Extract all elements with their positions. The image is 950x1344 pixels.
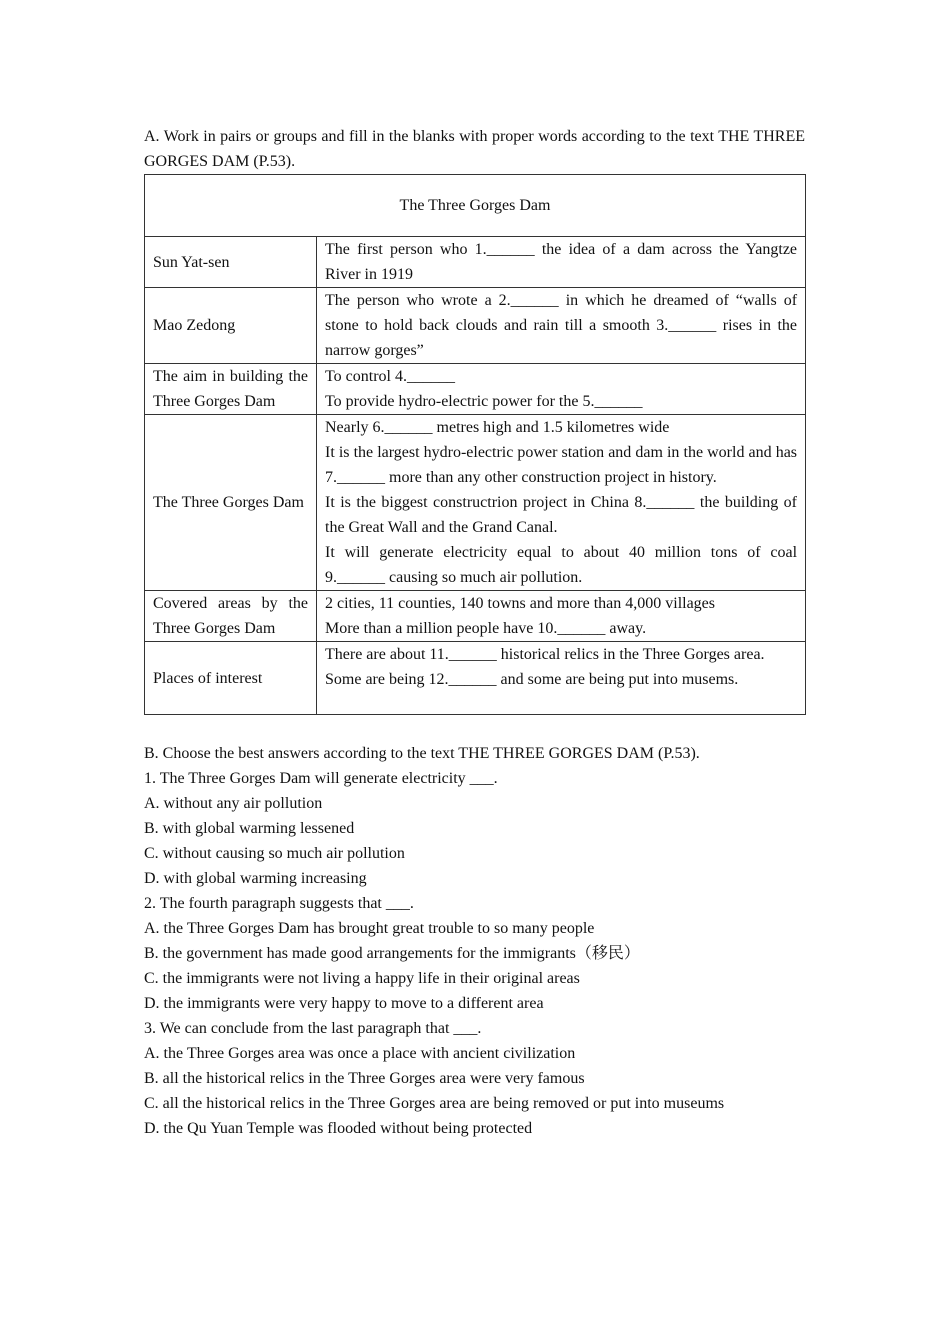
table-row — [145, 288, 806, 364]
table-row — [145, 364, 806, 415]
content-line: It is the largest hydro-electric power station and dam in the world and has 7.______ more than any other construction project in history. — [325, 444, 798, 486]
row-content — [317, 642, 806, 715]
question-stem: 3. We can conclude from the last paragraph that ___. — [144, 1020, 482, 1037]
answer-option: A. without any air pollution — [144, 795, 323, 812]
question-stem: 2. The fourth paragraph suggests that ___. — [144, 895, 414, 912]
content-line: It will generate electricity equal to about 40 million tons of coal 9.______ causing so much air pollution. — [325, 544, 798, 586]
content-line: Nearly 6.______ metres high and 1.5 kilometres wide — [325, 419, 670, 436]
content-line: To provide hydro-electric power for the 5.______ — [325, 393, 643, 410]
row-label: The Three Gorges Dam — [145, 415, 317, 591]
answer-option: C. the immigrants were not living a happy life in their original areas — [144, 970, 580, 987]
question-stem: 1. The Three Gorges Dam will generate electricity ___. — [144, 770, 498, 787]
row-label: Covered areas by the Three Gorges Dam — [145, 591, 317, 642]
row-label: Mao Zedong — [145, 288, 317, 364]
row-label: The aim in building the Three Gorges Dam — [145, 364, 317, 415]
section-a-instruction: A. Work in pairs or groups and fill in the blanks with proper words according to the text THE THREE GORGES DAM (P.53). — [144, 128, 805, 170]
answer-option: C. all the historical relics in the Three Gorges area are being removed or put into museums — [144, 1095, 725, 1112]
answer-option: C. without causing so much air pollution — [144, 845, 405, 862]
fill-in-table — [144, 174, 806, 715]
content-line: To control 4.______ — [325, 368, 455, 385]
content-line: It is the biggest constructrion project in China 8.______ the building of the Great Wall and the Grand Canal. — [325, 494, 798, 536]
row-content — [317, 591, 806, 642]
table-row — [145, 415, 806, 591]
table-title-row — [145, 175, 806, 237]
answer-option: D. with global warming increasing — [144, 870, 367, 887]
row-label: Places of interest — [145, 642, 317, 715]
answer-option: D. the immigrants were very happy to move to a different area — [144, 995, 544, 1012]
table-row — [145, 591, 806, 642]
answer-option: A. the Three Gorges Dam has brought great trouble to so many people — [144, 920, 595, 937]
content-line: The first person who 1.______ the idea of a dam across the Yangtze River in 1919 — [325, 241, 798, 283]
answer-option: B. all the historical relics in the Three Gorges area were very famous — [144, 1070, 585, 1087]
content-line: There are about 11.______ historical relics in the Three Gorges area. — [325, 646, 765, 663]
row-content — [317, 237, 806, 288]
answer-option: A. the Three Gorges area was once a place with ancient civilization — [144, 1045, 576, 1062]
content-line: Some are being 12.______ and some are being put into musems. — [325, 671, 739, 688]
section-b-instruction: B. Choose the best answers according to the text THE THREE GORGES DAM (P.53). — [144, 745, 700, 762]
answer-option: B. the government has made good arrangements for the immigrants（移民） — [144, 945, 640, 962]
content-line: 2 cities, 11 counties, 140 towns and more than 4,000 villages — [325, 595, 716, 612]
row-content — [317, 288, 806, 364]
row-label: Sun Yat-sen — [145, 237, 317, 288]
table-title: The Three Gorges Dam — [145, 175, 806, 237]
row-content — [317, 364, 806, 415]
answer-option: B. with global warming lessened — [144, 820, 355, 837]
table-row — [145, 237, 806, 288]
content-line: The person who wrote a 2.______ in which he dreamed of “walls of stone to hold back clouds and rain till a smooth 3.______ rises in the narrow gorges” — [325, 292, 798, 359]
answer-option: D. the Qu Yuan Temple was flooded without being protected — [144, 1120, 533, 1137]
table-row — [145, 642, 806, 715]
content-line: More than a million people have 10.______ away. — [325, 620, 647, 637]
section-b — [144, 741, 805, 1141]
worksheet-page — [144, 124, 805, 1141]
row-content — [317, 415, 806, 591]
